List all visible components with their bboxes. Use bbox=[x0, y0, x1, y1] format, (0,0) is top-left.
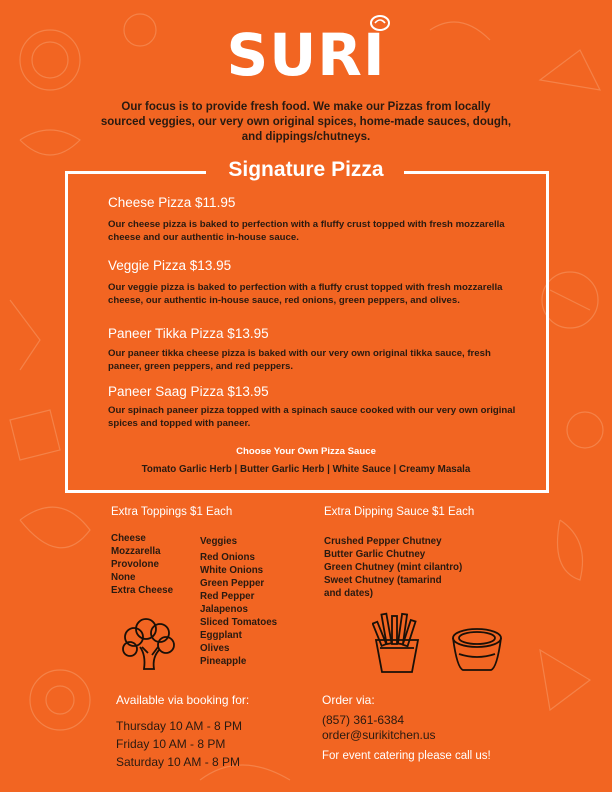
pizza-name: Veggie Pizza $13.95 bbox=[108, 258, 232, 273]
brand-logo: SURI bbox=[226, 21, 386, 89]
topping-item: Pineapple bbox=[200, 656, 247, 667]
topping-item: None bbox=[111, 572, 136, 583]
topping-item: Mozzarella bbox=[111, 546, 161, 557]
sauce-title: Choose Your Own Pizza Sauce bbox=[236, 446, 376, 457]
topping-item: Extra Cheese bbox=[111, 585, 174, 596]
order-phone[interactable]: (857) 361-6384 bbox=[322, 713, 405, 727]
topping-item: Olives bbox=[200, 643, 230, 654]
catering-note: For event catering please call us! bbox=[322, 750, 491, 762]
sauce-list: Tomato Garlic Herb | Butter Garlic Herb | White Sauce | Creamy Masala bbox=[141, 464, 471, 475]
veggies-column bbox=[200, 535, 277, 668]
dipping-item: Sweet Chutney (tamarind bbox=[324, 575, 442, 586]
pizza-name: Cheese Pizza $11.95 bbox=[108, 195, 236, 210]
pizza-desc: Our veggie pizza is baked to perfection with a fluffy crust topped with fresh mozzarella cheese, our authentic in-house sauce, red onions, green peppers, and olives. bbox=[108, 282, 503, 306]
booking-day: Friday 10 AM - 8 PM bbox=[116, 737, 226, 751]
pizza-name: Paneer Tikka Pizza $13.95 bbox=[108, 326, 269, 341]
topping-item: Eggplant bbox=[200, 630, 242, 641]
topping-item: Sliced Tomatoes bbox=[200, 617, 278, 628]
dipping-list bbox=[324, 535, 462, 600]
pizza-desc: Our cheese pizza is baked to perfection with a fluffy crust topped with fresh mozzarella cheese and our authentic in-house sauce. bbox=[108, 219, 505, 243]
booking-day: Thursday 10 AM - 8 PM bbox=[116, 719, 243, 733]
cheese-head: Cheese bbox=[111, 533, 146, 544]
dipping-item: Butter Garlic Chutney bbox=[324, 549, 426, 560]
signature-title: Signature Pizza bbox=[228, 158, 384, 181]
cheese-column bbox=[111, 532, 173, 597]
fries-icon bbox=[372, 612, 424, 676]
booking-days bbox=[116, 717, 242, 771]
pizza-desc: Our paneer tikka cheese pizza is baked with our very own original tikka sauce, fresh paneer, green peppers, and red peppers. bbox=[108, 348, 491, 372]
broccoli-icon bbox=[120, 617, 178, 673]
topping-item: Provolone bbox=[111, 559, 159, 570]
dipping-item: Green Chutney (mint cilantro) bbox=[324, 562, 463, 573]
booking-title: Available via booking for: bbox=[116, 693, 250, 707]
order-contacts bbox=[322, 713, 436, 743]
veggies-head: Veggies bbox=[200, 536, 238, 547]
topping-item: Red Onions bbox=[200, 552, 255, 563]
dipping-item: Crushed Pepper Chutney bbox=[324, 536, 442, 547]
intro-text: Our focus is to provide fresh food. We make our Pizzas from locally sourced veggies, our very own original spices, home-made sauces, dough, and dippings/chutneys. bbox=[100, 101, 512, 143]
pizza-desc: Our spinach paneer pizza topped with a spinach sauce cooked with our very own original spices and topped with paneer. bbox=[108, 405, 516, 429]
toppings-title: Extra Toppings $1 Each bbox=[111, 506, 233, 518]
pizza-name: Paneer Saag Pizza $13.95 bbox=[108, 384, 269, 399]
topping-item: White Onions bbox=[200, 565, 264, 576]
topping-item: Jalapenos bbox=[200, 604, 248, 615]
booking-day: Saturday 10 AM - 8 PM bbox=[116, 755, 241, 769]
topping-item: Red Pepper bbox=[200, 591, 255, 602]
dipping-title: Extra Dipping Sauce $1 Each bbox=[324, 506, 475, 518]
dipping-item: and dates) bbox=[324, 588, 373, 599]
order-title: Order via: bbox=[322, 693, 375, 707]
chef-hat-icon bbox=[369, 14, 391, 32]
order-email[interactable]: order@surikitchen.us bbox=[322, 728, 436, 742]
topping-item: Green Pepper bbox=[200, 578, 265, 589]
dipping-bowl-icon bbox=[449, 624, 505, 676]
